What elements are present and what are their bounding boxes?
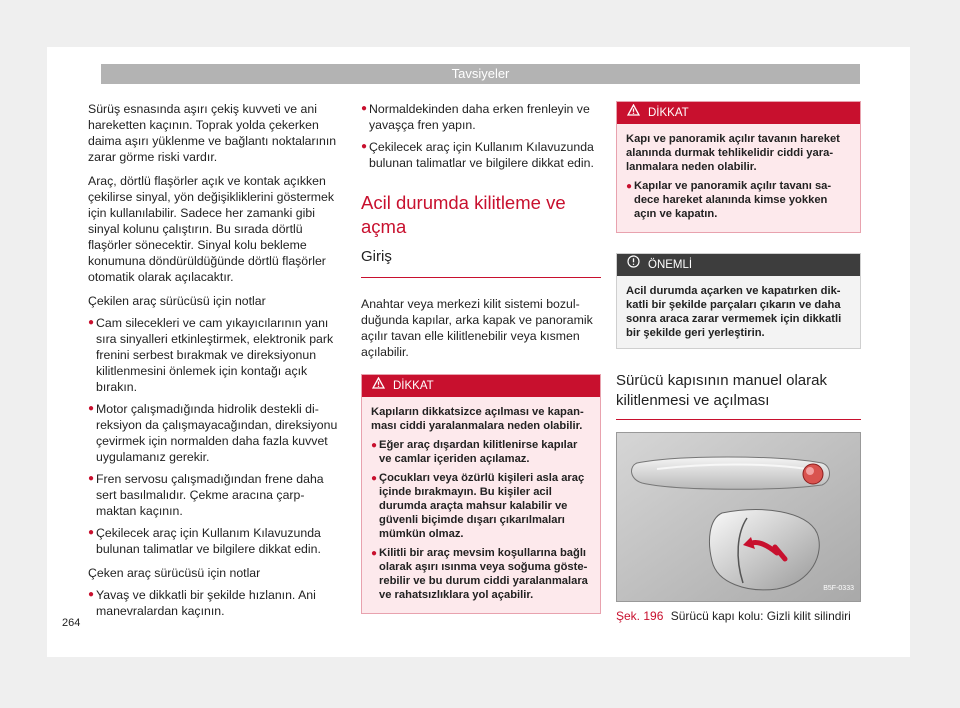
figure-caption xyxy=(616,608,861,624)
list-item: ● Çekilecek araç için Kullanım Kılavuzunda bulunan talimatlar ve bilgilere dikkat edin. xyxy=(88,526,321,556)
warning-header xyxy=(617,102,860,124)
door-handle-illustration xyxy=(617,433,860,601)
figure-code: B5F-0333 xyxy=(823,585,854,592)
note-box xyxy=(616,253,861,349)
list-item: ● Motor çalışmadığında hidrolik destekli direksiyon da çalışmayacağından, direksiyonu çevirmek için normalden daha fazla kuvvet uygulamanız gerekir. xyxy=(88,402,338,464)
warning-triangle-icon xyxy=(372,375,385,397)
figure-caption-text: Sürücü kapı kolu: Gizli kilit silindiri xyxy=(670,609,851,623)
bullet-icon: ● xyxy=(88,403,95,414)
warning-title: DİKKAT xyxy=(648,107,689,119)
warning-intro: Kapı ve panoramik açılır tavanın hareket alanında durmak tehlikelidir ciddi yaralanmalara neden olabilir. xyxy=(626,133,840,173)
figure-door-handle xyxy=(616,432,861,602)
subheading: Çeken araç sürücüsü için notlar xyxy=(88,566,261,580)
list-item: ● Normaldekinden daha erken frenleyin ve yavaşça fren yapın. xyxy=(361,102,590,132)
bullet-icon: ● xyxy=(88,473,95,484)
warning-box xyxy=(616,101,861,233)
warning-body xyxy=(362,397,600,613)
warning-box xyxy=(361,374,601,614)
bullet-icon: ● xyxy=(361,103,368,114)
note-header xyxy=(617,254,860,276)
bullet-icon: ● xyxy=(88,527,95,538)
column-right xyxy=(616,101,861,624)
list-item: ● Çekilecek araç için Kullanım Kılavuzunda bulunan talimatlar ve bilgilere dikkat edin. xyxy=(361,140,594,170)
bullet-icon: ● xyxy=(626,181,633,192)
warning-body xyxy=(617,124,860,232)
info-circle-icon xyxy=(627,254,640,276)
warning-header xyxy=(362,375,600,397)
page-number: 264 xyxy=(62,617,81,629)
list-item: ● Fren servosu çalışmadığından frene daha sert basılmalıdır. Çekme aracına çarpmaktan kaçının. xyxy=(88,472,324,518)
page-header: Tavsiyeler xyxy=(101,64,860,84)
list-item: ● Eğer araç dışardan kilitlenirse kapılar ve camlar içeriden açılamaz. xyxy=(371,439,578,465)
figure-number: Şek. 196 xyxy=(616,609,664,623)
list-item: ● Yavaş ve dikkatli bir şekilde hızlanın. Ani manevralardan kaçının. xyxy=(88,588,316,618)
note-body: Acil durumda açarken ve kapatırken dikkatli bir şekilde parçaları çıkarın ve daha sonra araca zarar vermemek için dikkatli bir şekilde geri yerleştirin. xyxy=(626,285,842,339)
bullet-icon: ● xyxy=(88,589,95,600)
list-item: ● Kilitli bir araç mevsim koşullarına bağlı olarak aşırı ısınma veya soğuma gösterebilir ve bu durum ciddi yaralanmalara ve rahatsızlıklara yol açabilir. xyxy=(371,547,588,601)
list-item: ● Kapılar ve panoramik açılır tavanı sadece hareket alanında kimse yokken açın ve kapatın. xyxy=(626,180,832,220)
column-left xyxy=(88,101,338,625)
list-item: ● Çocukları veya özürlü kişileri asla araç içinde bırakmayın. Bu kişiler acil durumda araçta mahsur kalabilir ve güvenli biçimde dışarı çıkarılmaları mümkün olmaz. xyxy=(371,472,585,540)
column-middle xyxy=(361,101,601,628)
bullet-icon: ● xyxy=(88,317,95,328)
subsection-title: Giriş xyxy=(361,247,601,278)
note-title: ÖNEMLİ xyxy=(648,259,693,271)
subheading: Çekilen araç sürücüsü için notlar xyxy=(88,294,266,308)
bullet-icon: ● xyxy=(371,548,378,559)
paragraph: Sürüş esnasında aşırı çekiş kuvveti ve ani hareketten kaçının. Toprak yolda çekerken daima aşırı yüklenme ve bağlantı noktalarının zarar görme riski vardır. xyxy=(88,102,337,164)
bullet-icon: ● xyxy=(371,473,378,484)
warning-triangle-icon xyxy=(627,102,640,124)
paragraph: Araç, dörtlü flaşörler açık ve kontak açıkken çekilirse sinyal, yön değişikliklerini göstermek için kullanılabilir. Sadece her zamanki gibi sinyal kolunu çalıştırın. Bu sırada dörtlü flaşörler sönecektir. Sinyal kolu bekleme konumuna döndürüldüğünde dörtlü flaşörler otomatik olarak açılacaktır. xyxy=(88,174,335,284)
subsection-title: Sürücü kapısının manuel olarak kilitlenmesi ve açılması xyxy=(616,371,861,420)
warning-intro: Kapıların dikkatsizce açılması ve kapanması ciddi yaralanmalara neden olabilir. xyxy=(371,406,584,432)
paragraph: Anahtar veya merkezi kilit sistemi bozulduğunda kapılar, arka kapak ve panoramik açılır tavan elle kilitlenebilir veya kısmen açılabilir. xyxy=(361,297,593,359)
warning-title: DİKKAT xyxy=(393,380,434,392)
bullet-icon: ● xyxy=(371,440,378,451)
section-title: Acil durumda kilitleme ve açma xyxy=(361,192,566,237)
list-item: ● Cam silecekleri ve cam yıkayıcılarının yanı sıra sinyalleri etkinleştirmek, elektronik park frenini serbest bırakmak ve direksiyonun kilitlenmesini önlemek için kontağı açık bırakın. xyxy=(88,316,334,394)
bullet-icon: ● xyxy=(361,141,368,152)
